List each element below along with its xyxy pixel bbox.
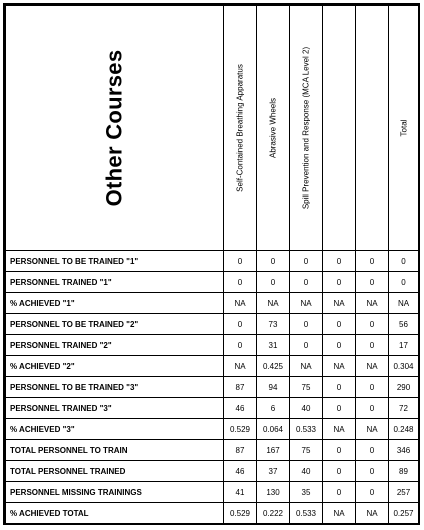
table-cell: 0: [356, 272, 389, 293]
table-row: [6, 335, 419, 356]
table-cell: 0: [323, 461, 356, 482]
training-report-frame: [3, 3, 420, 525]
table-cell: NA: [323, 293, 356, 314]
table-cell: 0.529: [224, 419, 257, 440]
table-cell: 0.533: [290, 419, 323, 440]
table-row: [6, 293, 419, 314]
table-cell: 0.248: [389, 419, 419, 440]
row-label: % ACHIEVED "1": [6, 293, 224, 314]
column-header-label: Abrasive Wheels: [268, 97, 278, 159]
table-cell: 0: [290, 251, 323, 272]
table-cell: 0: [323, 314, 356, 335]
table-cell: 0: [323, 272, 356, 293]
table-cell: 0: [323, 377, 356, 398]
table-row: [6, 377, 419, 398]
table-cell: NA: [356, 293, 389, 314]
table-cell: 0: [323, 251, 356, 272]
table-row: [6, 356, 419, 377]
table-cell: 40: [290, 461, 323, 482]
table-cell: 87: [224, 440, 257, 461]
table-cell: 72: [389, 398, 419, 419]
row-label: TOTAL PERSONNEL TO TRAIN: [6, 440, 224, 461]
table-cell: NA: [389, 293, 419, 314]
table-cell: 0.064: [257, 419, 290, 440]
row-label: PERSONNEL TRAINED "2": [6, 335, 224, 356]
column-header: [389, 6, 419, 251]
table-cell: 0.533: [290, 503, 323, 524]
table-cell: 75: [290, 377, 323, 398]
table-cell: 167: [257, 440, 290, 461]
table-cell: 0: [323, 440, 356, 461]
column-header: [290, 6, 323, 251]
table-cell: NA: [323, 356, 356, 377]
column-header: [356, 6, 389, 251]
table-cell: 0.304: [389, 356, 419, 377]
table-cell: 87: [224, 377, 257, 398]
table-cell: 0: [356, 335, 389, 356]
table-cell: NA: [224, 293, 257, 314]
table-cell: NA: [290, 293, 323, 314]
table-cell: 0: [356, 440, 389, 461]
table-cell: 0.257: [389, 503, 419, 524]
title-cell: [6, 6, 224, 251]
table-cell: 46: [224, 461, 257, 482]
table-cell: 41: [224, 482, 257, 503]
table-cell: 0: [224, 251, 257, 272]
table-cell: 0: [224, 335, 257, 356]
table-cell: 89: [389, 461, 419, 482]
row-label: PERSONNEL MISSING TRAININGS: [6, 482, 224, 503]
table-cell: NA: [356, 419, 389, 440]
row-label: PERSONNEL TO BE TRAINED "3": [6, 377, 224, 398]
table-cell: 0: [290, 314, 323, 335]
table-cell: 0: [356, 398, 389, 419]
table-cell: 40: [290, 398, 323, 419]
table-cell: 31: [257, 335, 290, 356]
table-row: [6, 503, 419, 524]
table-cell: 0: [257, 251, 290, 272]
column-header-label: Self-Contained Breathing Apparatus: [235, 64, 245, 192]
table-cell: NA: [323, 503, 356, 524]
table-cell: 35: [290, 482, 323, 503]
table-cell: 0.529: [224, 503, 257, 524]
table-cell: NA: [290, 356, 323, 377]
table-cell: 46: [224, 398, 257, 419]
table-cell: 0.425: [257, 356, 290, 377]
page-title: Other Courses: [101, 49, 127, 207]
table-cell: 0: [224, 272, 257, 293]
row-label: PERSONNEL TO BE TRAINED "2": [6, 314, 224, 335]
table-cell: 56: [389, 314, 419, 335]
table-cell: NA: [224, 356, 257, 377]
row-label: % ACHIEVED "2": [6, 356, 224, 377]
table-cell: 0: [323, 398, 356, 419]
table-cell: NA: [356, 503, 389, 524]
table-cell: 0: [389, 272, 419, 293]
row-label: PERSONNEL TO BE TRAINED "1": [6, 251, 224, 272]
table-cell: 94: [257, 377, 290, 398]
table-cell: 17: [389, 335, 419, 356]
table-cell: 0: [356, 251, 389, 272]
header-row: [6, 6, 419, 251]
column-header: [224, 6, 257, 251]
table-cell: 0: [290, 272, 323, 293]
table-cell: 257: [389, 482, 419, 503]
table-cell: 73: [257, 314, 290, 335]
column-header-label: Total: [399, 119, 408, 137]
table-row: [6, 398, 419, 419]
table-cell: 0: [356, 377, 389, 398]
row-label: PERSONNEL TRAINED "3": [6, 398, 224, 419]
table-row: [6, 461, 419, 482]
table-cell: 0: [356, 482, 389, 503]
table-cell: 0: [389, 251, 419, 272]
training-table: [5, 5, 419, 524]
table-row: [6, 482, 419, 503]
table-cell: NA: [257, 293, 290, 314]
table-cell: 6: [257, 398, 290, 419]
row-label: % ACHIEVED TOTAL: [6, 503, 224, 524]
row-label: PERSONNEL TRAINED "1": [6, 272, 224, 293]
table-cell: 130: [257, 482, 290, 503]
row-label: % ACHIEVED "3": [6, 419, 224, 440]
row-label: TOTAL PERSONNEL TRAINED: [6, 461, 224, 482]
table-cell: 0: [323, 335, 356, 356]
table-cell: 0: [323, 482, 356, 503]
table-cell: 0: [290, 335, 323, 356]
table-row: [6, 251, 419, 272]
table-row: [6, 314, 419, 335]
table-row: [6, 419, 419, 440]
table-cell: 0: [224, 314, 257, 335]
table-cell: 0: [356, 461, 389, 482]
column-header: [323, 6, 356, 251]
table-cell: 0: [257, 272, 290, 293]
table-cell: 0.222: [257, 503, 290, 524]
table-cell: NA: [356, 356, 389, 377]
table-cell: 290: [389, 377, 419, 398]
table-cell: 0: [356, 314, 389, 335]
table-cell: NA: [323, 419, 356, 440]
table-cell: 37: [257, 461, 290, 482]
column-header: [257, 6, 290, 251]
column-header-label: Spill Prevention and Response (MCA Level 2): [301, 46, 311, 210]
table-cell: 75: [290, 440, 323, 461]
table-cell: 346: [389, 440, 419, 461]
table-row: [6, 272, 419, 293]
table-row: [6, 440, 419, 461]
